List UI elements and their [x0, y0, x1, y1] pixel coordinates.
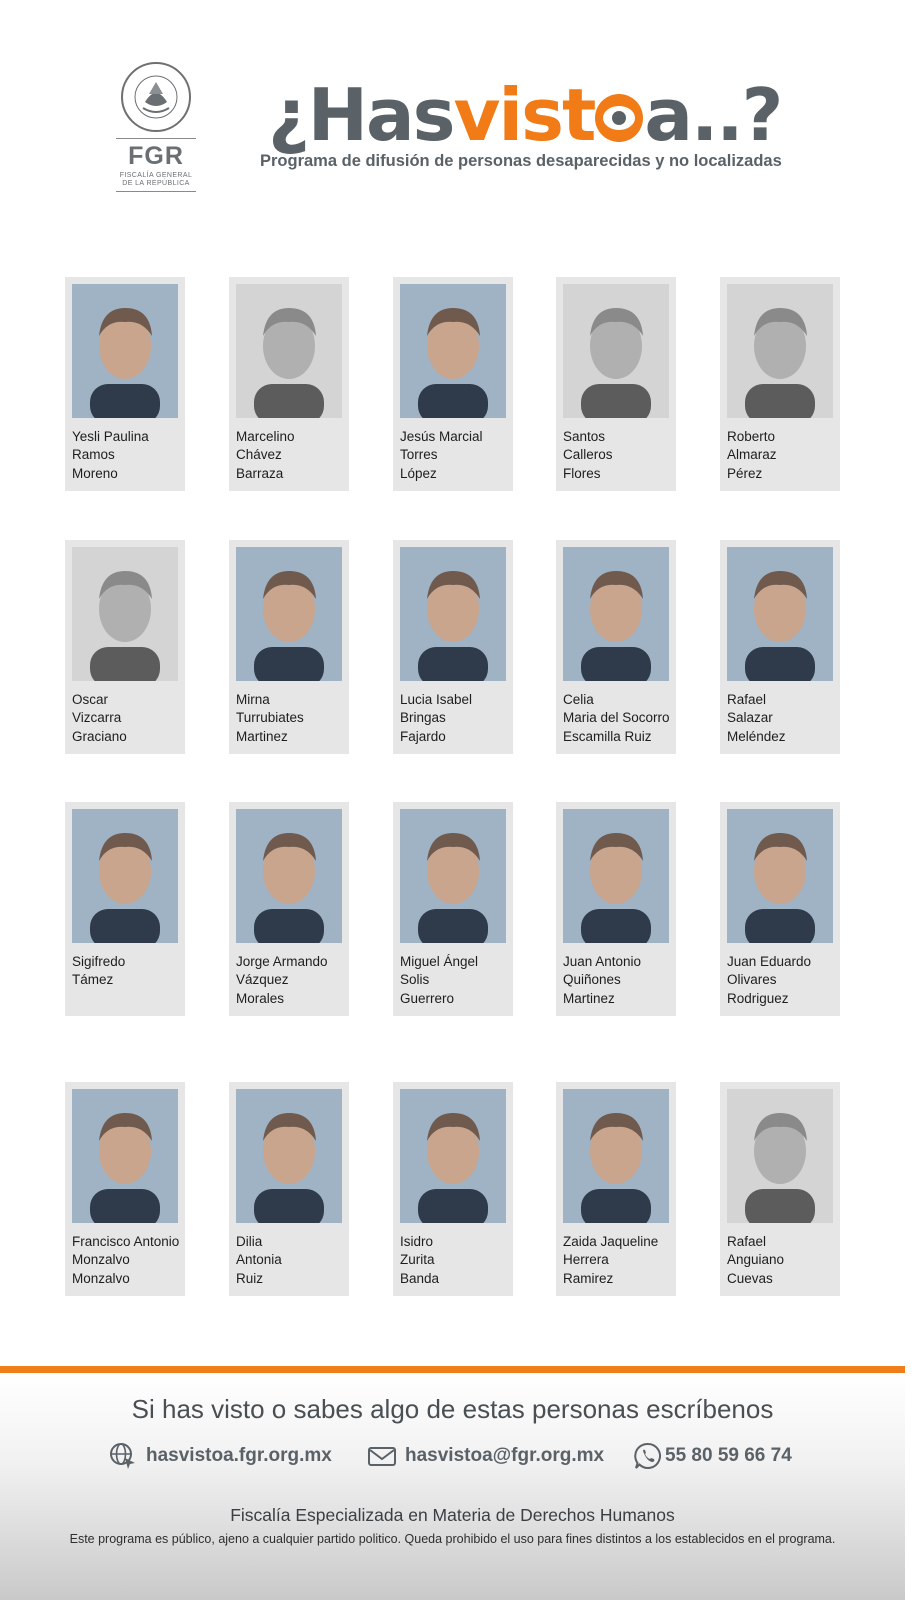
logo-divider-bottom	[116, 191, 196, 192]
person-name-line: Anguiano	[727, 1252, 785, 1268]
person-name-line: Banda	[400, 1270, 440, 1286]
person-name-line: Lucia Isabel	[400, 692, 473, 707]
person-card[interactable]	[556, 540, 676, 754]
person-name-line: Monzalvo	[72, 1270, 130, 1286]
person-card[interactable]	[393, 802, 513, 1016]
person-name-line: Sigifredo	[72, 954, 126, 969]
person-name-line: Maria del Socorro	[563, 710, 670, 726]
person-name-line: Meléndez	[727, 728, 786, 744]
person-card[interactable]	[720, 802, 840, 1016]
person-name-line: Pérez	[727, 465, 763, 481]
person-name-line: Rafael	[727, 1234, 767, 1249]
globe-icon	[108, 1441, 138, 1471]
email-contact[interactable]	[367, 1441, 604, 1471]
person-card[interactable]	[556, 802, 676, 1016]
person-card[interactable]	[65, 540, 185, 754]
person-photo	[236, 1089, 342, 1223]
program-logo	[268, 72, 798, 158]
person-name-line: Zaida Jaqueline	[563, 1234, 659, 1249]
person-card[interactable]	[65, 802, 185, 1016]
person-name	[563, 1233, 687, 1288]
person-photo	[563, 547, 669, 681]
footer-headline: Si has visto o sabes algo de estas personas escríbenos	[131, 1394, 774, 1424]
person-name-line: Fajardo	[400, 728, 446, 744]
person-name-line: Solis	[400, 972, 430, 988]
fgr-name-line2: DE LA REPÚBLICA	[122, 180, 190, 187]
person-name-line: Graciano	[72, 728, 127, 744]
person-card[interactable]	[229, 802, 349, 1016]
logo-divider	[116, 138, 196, 139]
person-name-line: Ramirez	[563, 1270, 614, 1286]
person-name-line: Celia	[563, 692, 594, 707]
person-name-line: Ruiz	[236, 1270, 264, 1286]
person-name-line: Jorge Armando	[236, 954, 328, 969]
person-photo	[727, 547, 833, 681]
person-name-line: Santos	[563, 429, 606, 444]
person-name	[400, 691, 524, 746]
email-link[interactable]: hasvistoa@fgr.org.mx	[405, 1445, 605, 1466]
person-photo	[72, 809, 178, 943]
person-name-line: Olivares	[727, 972, 777, 988]
person-name	[400, 953, 524, 1008]
footer-accent-bar	[0, 1366, 905, 1373]
person-photo	[563, 1089, 669, 1223]
person-photo	[72, 1089, 178, 1223]
person-name-line: Vázquez	[236, 972, 289, 988]
person-card[interactable]	[229, 277, 349, 491]
person-card[interactable]	[556, 277, 676, 491]
person-name-line: Calleros	[563, 447, 613, 463]
brand-a: a..?	[644, 73, 782, 157]
fgr-name-line1: FISCALÍA GENERAL	[119, 172, 193, 179]
brand-question-mark: ¿	[268, 73, 308, 157]
person-photo	[727, 284, 833, 418]
website-contact[interactable]	[108, 1441, 332, 1471]
person-card[interactable]	[393, 540, 513, 754]
person-name-line: Zurita	[400, 1252, 435, 1268]
person-name	[72, 691, 196, 746]
person-name	[236, 691, 360, 746]
person-name-line: Morales	[236, 990, 285, 1006]
person-name-line: Chávez	[236, 447, 282, 463]
person-card[interactable]	[720, 1082, 840, 1296]
person-name	[236, 953, 360, 1008]
person-photo	[400, 547, 506, 681]
national-seal-icon	[121, 62, 191, 132]
person-name-line: López	[400, 465, 437, 481]
person-name	[400, 1233, 524, 1288]
person-name-line: Almaraz	[727, 447, 777, 463]
person-name-line: Martinez	[563, 990, 615, 1006]
envelope-icon	[367, 1441, 397, 1471]
person-name	[236, 428, 360, 483]
person-photo	[72, 284, 178, 418]
person-name-line: Juan Eduardo	[727, 954, 812, 969]
person-card[interactable]	[720, 540, 840, 754]
person-name-line: Francisco Antonio	[72, 1234, 180, 1249]
person-photo	[400, 809, 506, 943]
person-name-line: Roberto	[727, 429, 776, 444]
person-photo	[563, 809, 669, 943]
person-card[interactable]	[393, 1082, 513, 1296]
person-name	[727, 691, 851, 746]
person-name-line: Flores	[563, 465, 601, 481]
brand-has: Has	[307, 73, 454, 157]
brand-vist: vist	[453, 73, 595, 157]
person-name-line: Jesús Marcial	[400, 429, 483, 444]
footer-legal-notice: Este programa es público, ajeno a cualquier partido politico. Queda prohibido el uso para fines distintos a los establecidos en el programa.	[69, 1532, 836, 1546]
person-name	[727, 428, 851, 483]
person-name	[236, 1233, 360, 1288]
person-name-line: Quiñones	[563, 972, 621, 988]
person-name	[563, 953, 687, 1008]
person-name-line: Miguel Ángel	[400, 954, 479, 969]
person-name-line: Barraza	[236, 465, 284, 481]
person-name-line: Yesli Paulina	[72, 429, 149, 444]
person-name-line: Guerrero	[400, 990, 455, 1006]
person-name-line: Turrubiates	[236, 710, 304, 726]
whatsapp-icon	[633, 1441, 663, 1471]
eye-icon	[595, 94, 643, 142]
person-photo	[563, 284, 669, 418]
fgr-acronym: FGR	[128, 142, 184, 170]
person-name-line: Bringas	[400, 710, 446, 726]
person-name-line: Salazar	[727, 710, 773, 726]
person-name-line: Cuevas	[727, 1270, 773, 1286]
person-card[interactable]	[65, 277, 185, 491]
person-name-line: Escamilla Ruiz	[563, 728, 652, 744]
person-name-line: Monzalvo	[72, 1252, 130, 1268]
person-name-line: Oscar	[72, 692, 109, 707]
person-photo	[236, 809, 342, 943]
phone-number[interactable]: 55 80 59 66 74	[665, 1445, 792, 1466]
person-card[interactable]	[720, 277, 840, 491]
person-name-line: Antonia	[236, 1252, 282, 1268]
person-card[interactable]	[229, 1082, 349, 1296]
person-photo	[727, 1089, 833, 1223]
website-link[interactable]: hasvistoa.fgr.org.mx	[146, 1445, 332, 1466]
person-photo	[400, 284, 506, 418]
person-photo	[727, 809, 833, 943]
person-name-line: Herrera	[563, 1252, 609, 1268]
phone-contact[interactable]	[633, 1441, 792, 1471]
person-name-line: Marcelino	[236, 429, 295, 444]
footer-office-name: Fiscalía Especializada en Materia de Derechos Humanos	[230, 1505, 675, 1525]
person-name	[563, 428, 687, 483]
program-tagline: Programa de difusión de personas desaparecidas y no localizadas	[260, 152, 782, 170]
person-photo	[236, 547, 342, 681]
person-name	[727, 953, 851, 1008]
person-photo	[72, 547, 178, 681]
person-name-line: Martinez	[236, 728, 288, 744]
person-card[interactable]	[229, 540, 349, 754]
person-name-line: Ramos	[72, 447, 115, 463]
person-name	[72, 1233, 196, 1288]
person-name	[727, 1233, 851, 1288]
person-name-line: Isidro	[400, 1234, 434, 1249]
person-name-line: Juan Antonio	[563, 954, 642, 969]
fgr-logo	[112, 62, 200, 190]
person-name-line: Dilia	[236, 1234, 263, 1249]
person-name-line: Torres	[400, 447, 438, 463]
person-photo	[236, 284, 342, 418]
person-name	[400, 428, 524, 483]
person-name	[72, 953, 196, 990]
person-photo	[400, 1089, 506, 1223]
person-name-line: Mirna	[236, 692, 270, 707]
person-name-line: Rodriguez	[727, 990, 789, 1006]
person-name-line: Vizcarra	[72, 710, 122, 726]
person-card[interactable]	[556, 1082, 676, 1296]
person-name	[72, 428, 196, 483]
person-name-line: Moreno	[72, 465, 118, 481]
person-name-line: Rafael	[727, 692, 767, 707]
person-card[interactable]	[393, 277, 513, 491]
person-card[interactable]	[65, 1082, 185, 1296]
person-name	[563, 691, 687, 746]
person-name-line: Támez	[72, 972, 114, 988]
